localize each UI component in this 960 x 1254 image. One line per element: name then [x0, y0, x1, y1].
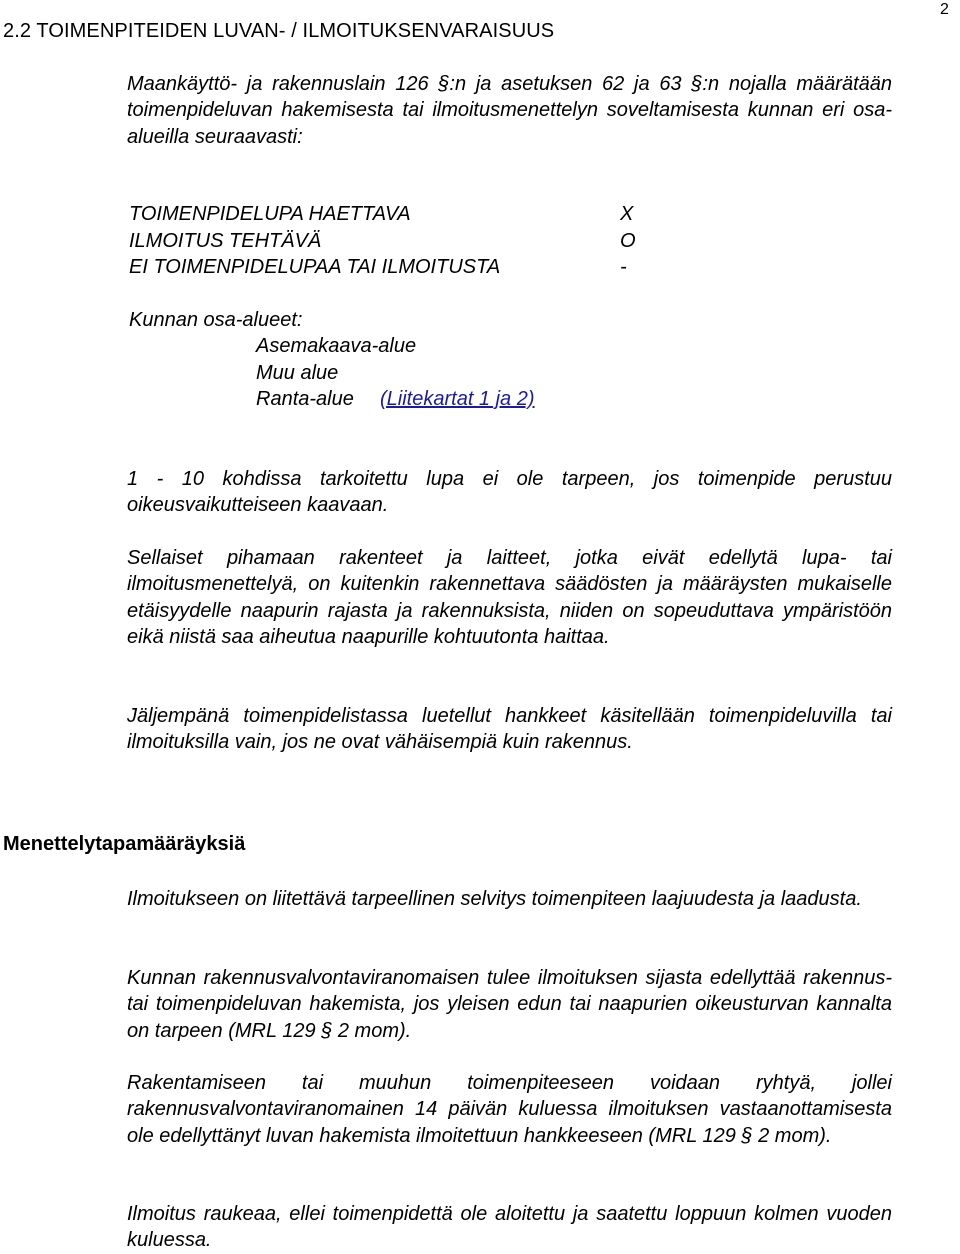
paragraph-zoning: 1 - 10 kohdissa tarkoitettu lupa ei ole tarpeen, jos toimenpide perustuu oikeusvaikutteiseen kaavaan. — [127, 468, 892, 517]
procedures-title: Menettelytapamääräyksiä — [3, 833, 246, 855]
area-item-ranta — [256, 388, 354, 411]
paragraph-listed-projects: Jäljempänä toimenpidelistassa luetellut hankkeet käsitellään toimenpideluvilla tai ilmoituksilla vain, jos ne ovat vähäisempiä kuin rakennus. — [127, 705, 892, 754]
areas-heading: Kunnan osa-alueet: — [129, 309, 303, 331]
intro-paragraph: Maankäyttö- ja rakennuslain 126 §:n ja asetuksen 62 ja 63 §:n nojalla määrätään toimenpideluvan hakemisesta tai ilmoitusmenettelyn soveltamisesta kunnan eri osa-alueilla seuraavasti: — [127, 73, 892, 148]
legend-label-none: EI TOIMENPIDELUPAA TAI ILMOITUSTA — [129, 256, 501, 278]
area-item-ranta-label: Ranta-alue — [256, 388, 354, 410]
procedure-paragraph-3: Rakentamiseen tai muuhun toimenpiteeseen voidaan ryhtyä, jollei rakennusvalvontaviranomainen 14 päivän kuluessa ilmoituksen vastaanottamisesta ole edellyttänyt luvan hakemista ilmoitettuun hankkeeseen (MRL 129 § 2 mom). — [127, 1072, 892, 1147]
legend-label-permit: TOIMENPIDELUPA HAETTAVA — [129, 203, 411, 225]
procedure-paragraph-2: Kunnan rakennusvalvontaviranomaisen tulee ilmoituksen sijasta edellyttää rakennus- tai toimenpideluvan hakemista, jos yleisen edun tai naapurien oikeusturvan kannalta on tarpeen (MRL 129 § 2 mom). — [127, 967, 892, 1042]
legend-label-notice: ILMOITUS TEHTÄVÄ — [129, 230, 322, 252]
legend-symbol-none: - — [620, 256, 627, 278]
section-title: 2.2 TOIMENPITEIDEN LUVAN- / ILMOITUKSENVARAISUUS — [3, 20, 555, 42]
procedure-paragraph-4: Ilmoitus raukeaa, ellei toimenpidettä ole aloitettu ja saatettu loppuun kolmen vuoden kuluessa. — [127, 1203, 892, 1252]
map-appendix-link[interactable]: (Liitekartat 1 ja 2) — [380, 388, 535, 410]
procedure-paragraph-1: Ilmoitukseen on liitettävä tarpeellinen selvitys toimenpiteen laajuudesta ja laadusta. — [127, 888, 862, 910]
legend-symbol-permit: X — [620, 203, 634, 225]
area-item-asemakaava: Asemakaava-alue — [256, 335, 417, 357]
paragraph-yard-structures: Sellaiset pihamaan rakenteet ja laitteet, jotka eivät edellytä lupa- tai ilmoitusmenettelyä, on kuitenkin rakennettava säädösten ja määräysten mukaiselle etäisyydelle naapurin rajasta ja rakennuksista, niiden on sopeuduttava ympäristöön eikä niistä saa aiheutua naapurille kohtuutonta haittaa. — [127, 547, 892, 648]
area-item-muu: Muu alue — [256, 362, 339, 384]
legend-symbol-notice: O — [620, 230, 636, 252]
page-number: 2 — [940, 1, 949, 18]
